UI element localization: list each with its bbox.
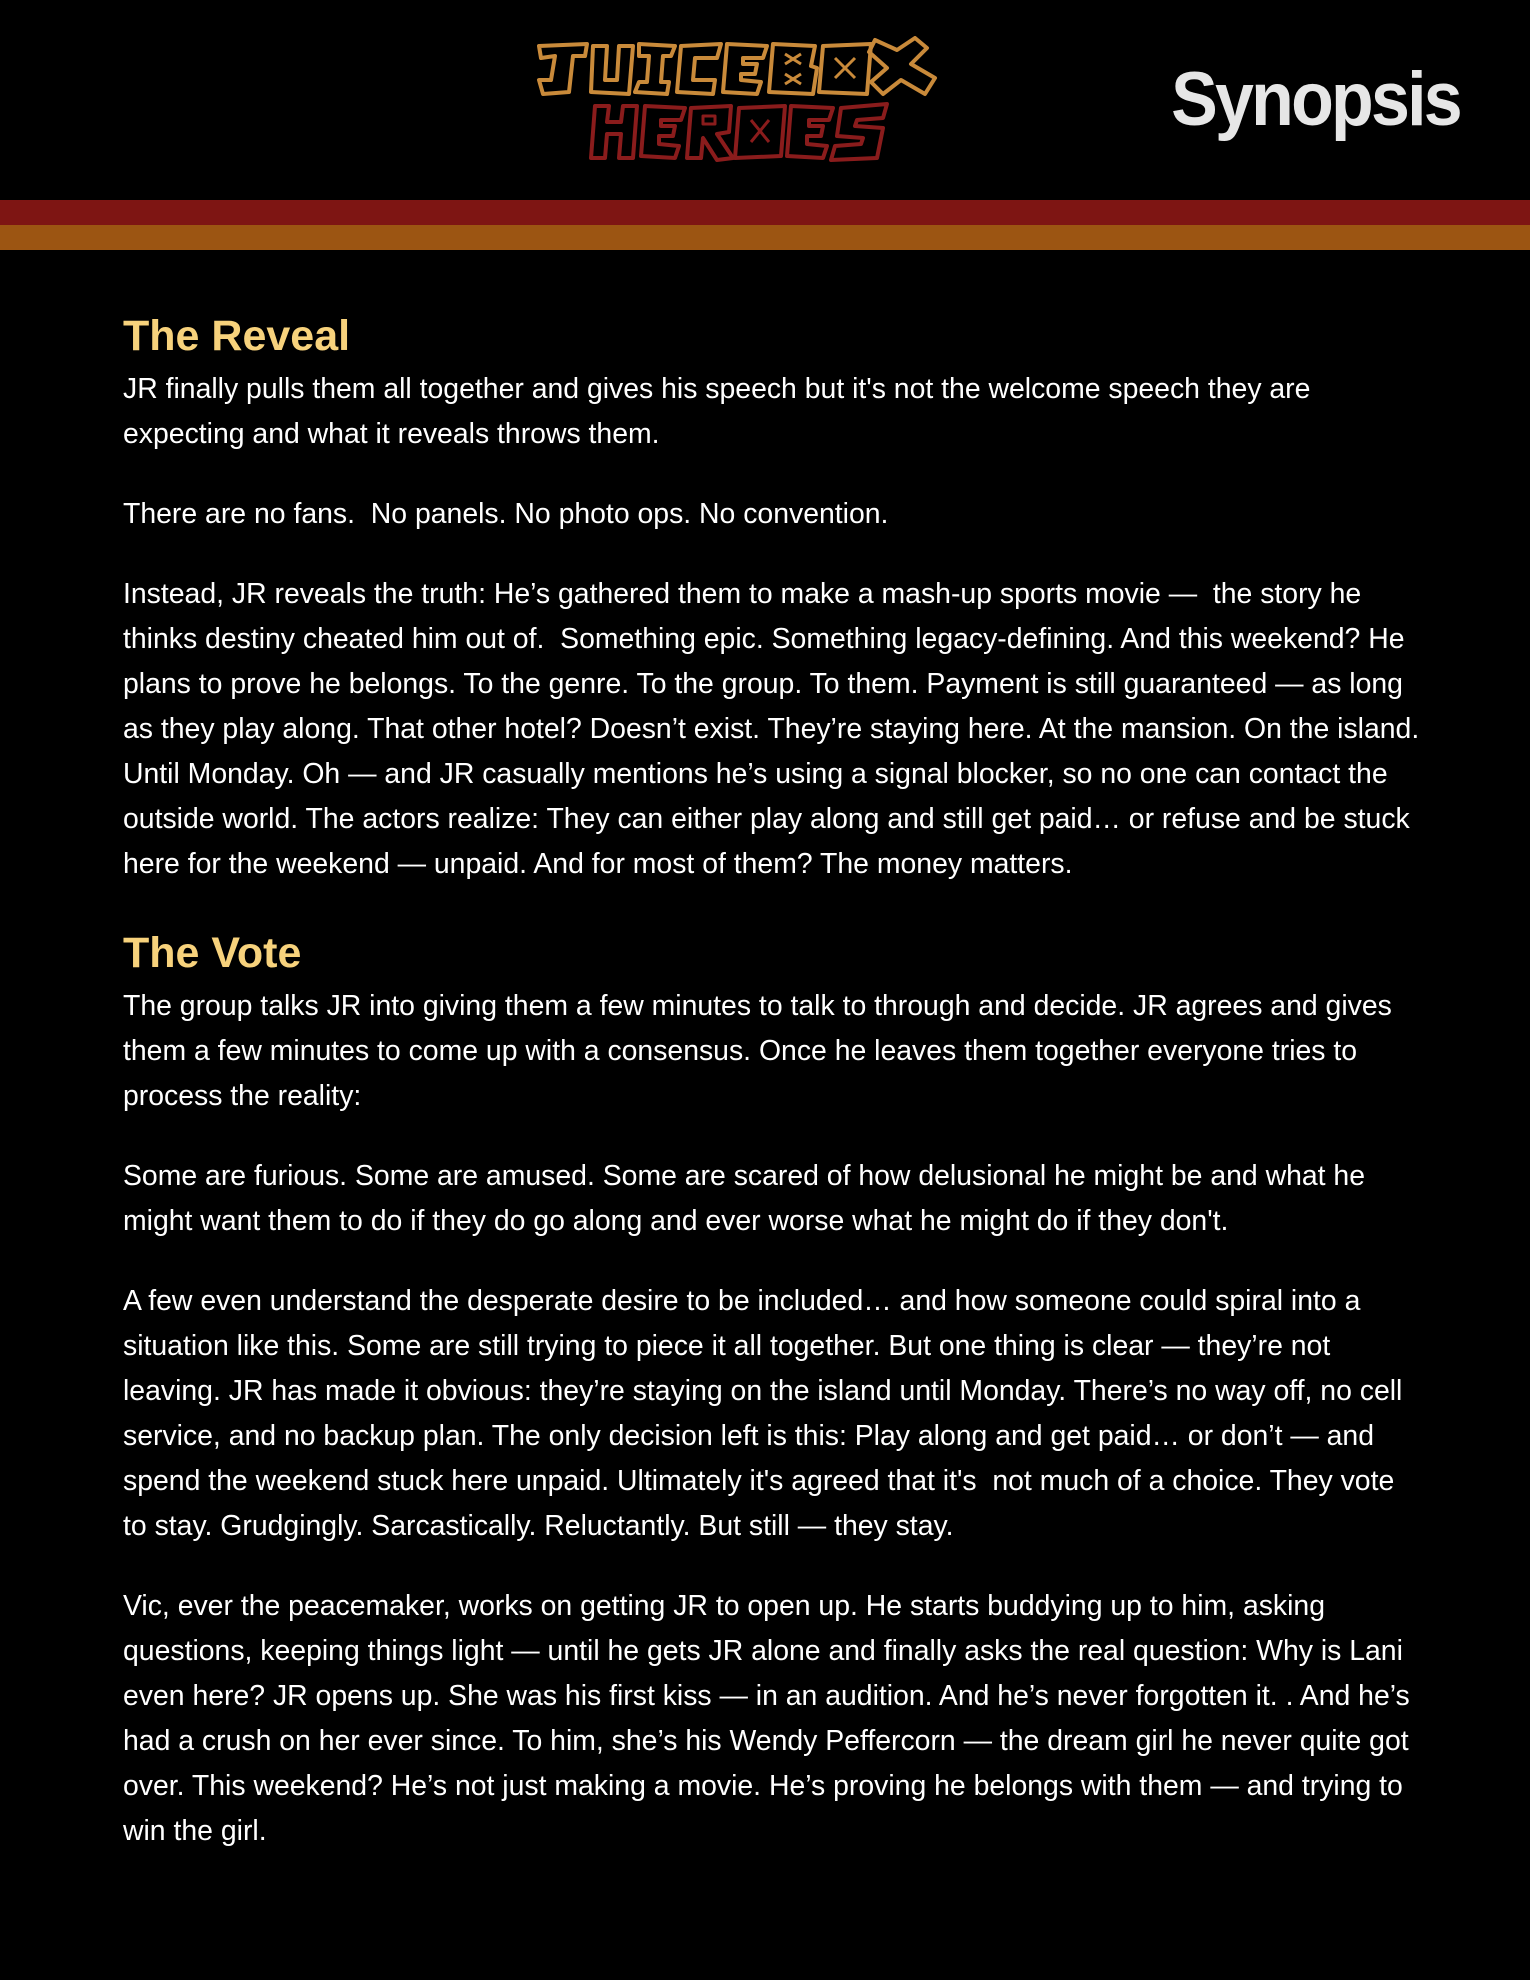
paragraph: Instead, JR reveals the truth: He’s gathered them to make a mash-up sports movie — the story he thinks destiny cheated him out of. Something epic. Something legacy-defining. And this weekend? He plans to prove he belongs. To the genre. To the group. To them. Payment is still guaranteed — as long as they play along. That other hotel? Doesn’t exist. They’re staying here. At the mansion. On the island. Until Monday. Oh — and JR casually mentions he’s using a signal blocker, so no one can contact the outside world. The actors realize: They can either play along and still get paid… or refuse and be stuck here for the weekend — unpaid. And for most of them? The money matters.: [123, 578, 1428, 880]
paragraph: Vic, ever the peacemaker, works on getting JR to open up. He starts buddying up to him, asking questions, keeping things light — until he gets JR alone and finally asks the real question: Why is Lani even here? JR opens up. She was his first kiss — in an audition. And he’s never forgotten it. . And he’s had a crush on her ever since. To him, she’s his Wendy Peffercorn — the dream girl he never quite got over. This weekend? He’s not just making a movie. He’s proving he belongs with them — and trying to win the girl.: [123, 1590, 1418, 1847]
paragraph: Some are furious. Some are amused. Some are scared of how delusional he might be and what he might want them to do if they do go along and ever worse what he might do if they don't.: [123, 1160, 1373, 1237]
juicebox-heroes-logo: [535, 36, 995, 166]
section-the-reveal: [123, 305, 1428, 887]
page-title: Synopsis: [1171, 57, 1460, 142]
synopsis-content: [123, 305, 1428, 1889]
paragraph: The group talks JR into giving them a few minutes to talk to through and decide. JR agrees and gives them a few minutes to come up with a consensus. Once he leaves them together everyone tries to process the reality:: [123, 990, 1400, 1112]
page-header: [0, 0, 1530, 200]
section-heading: The Vote: [123, 929, 302, 977]
header-stripe-red: [0, 200, 1530, 225]
paragraph: JR finally pulls them all together and gives his speech but it's not the welcome speech they are expecting and what it reveals throws them.: [123, 373, 1319, 450]
paragraph: There are no fans. No panels. No photo ops. No convention.: [123, 498, 889, 530]
paragraph: A few even understand the desperate desire to be included… and how someone could spiral into a situation like this. Some are still trying to piece it all together. But one thing is clear — they’re not leaving. JR has made it obvious: they’re staying on the island until Monday. There’s no way off, no cell service, and no backup plan. The only decision left is this: Play along and get paid… or don’t — and spend the weekend stuck here unpaid. Ultimately it's agreed that it's not much of a choice. They vote to stay. Grudgingly. Sarcastically. Reluctantly. But still — they stay.: [123, 1285, 1411, 1542]
header-stripe-orange: [0, 225, 1530, 250]
section-the-vote: [123, 922, 1423, 1854]
section-heading: The Reveal: [123, 312, 351, 360]
